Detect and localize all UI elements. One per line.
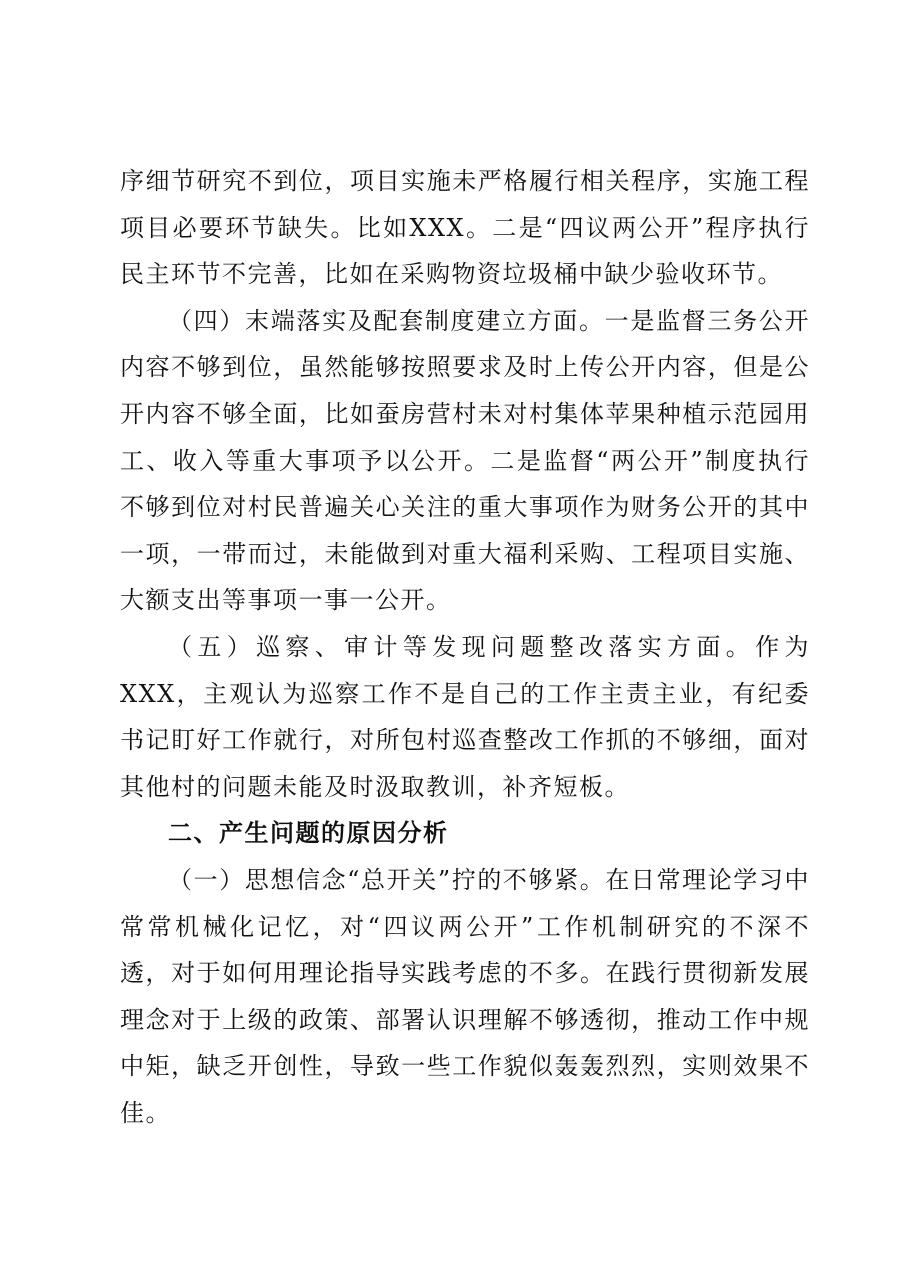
document-body — [120, 158, 810, 1136]
section-heading-cause-analysis: 二、产生问题的原因分析 — [168, 819, 449, 848]
paragraph-section-five: （五）巡察、审计等发现问题整改落实方面。作为XXX，主观认为巡察工作不是自己的工作主责主业，有纪委书记盯好工作就行，对所包村巡查整改工作抓的不够细，面对其他村的问题未能及时汲取教训，补齐短板。 — [120, 632, 810, 801]
paragraph-continuation: 序细节研究不到位，项目实施未严格履行相关程序，实施工程项目必要环节缺失。比如XXX。二是“四议两公开”程序执行民主环节不完善，比如在采购物资垃圾桶中缺少验收环节。 — [120, 167, 810, 289]
paragraph-cause-one: （一）思想信念“总开关”拧的不够紧。在日常理论学习中常常机械化记忆，对“四议两公开”工作机制研究的不深不透，对于如何用理论指导实践考虑的不多。在践行贯彻新发展理念对于上级的政策、部署认识理解不够透彻，推动工作中规中矩，缺乏开创性，导致一些工作貌似轰轰烈烈，实则效果不佳。 — [120, 865, 810, 1127]
paragraph-section-four: （四）末端落实及配套制度建立方面。一是监督三务公开内容不够到位，虽然能够按照要求及时上传公开内容，但是公开内容不够全面，比如蚕房营村未对村集体苹果种植示范园用工、收入等重大事项予以公开。二是监督“两公开”制度执行不够到位对村民普遍关心关注的重大事项作为财务公开的其中一项，一带而过，未能做到对重大福利采购、工程项目实施、大额支出等事项一事一公开。 — [120, 306, 810, 615]
